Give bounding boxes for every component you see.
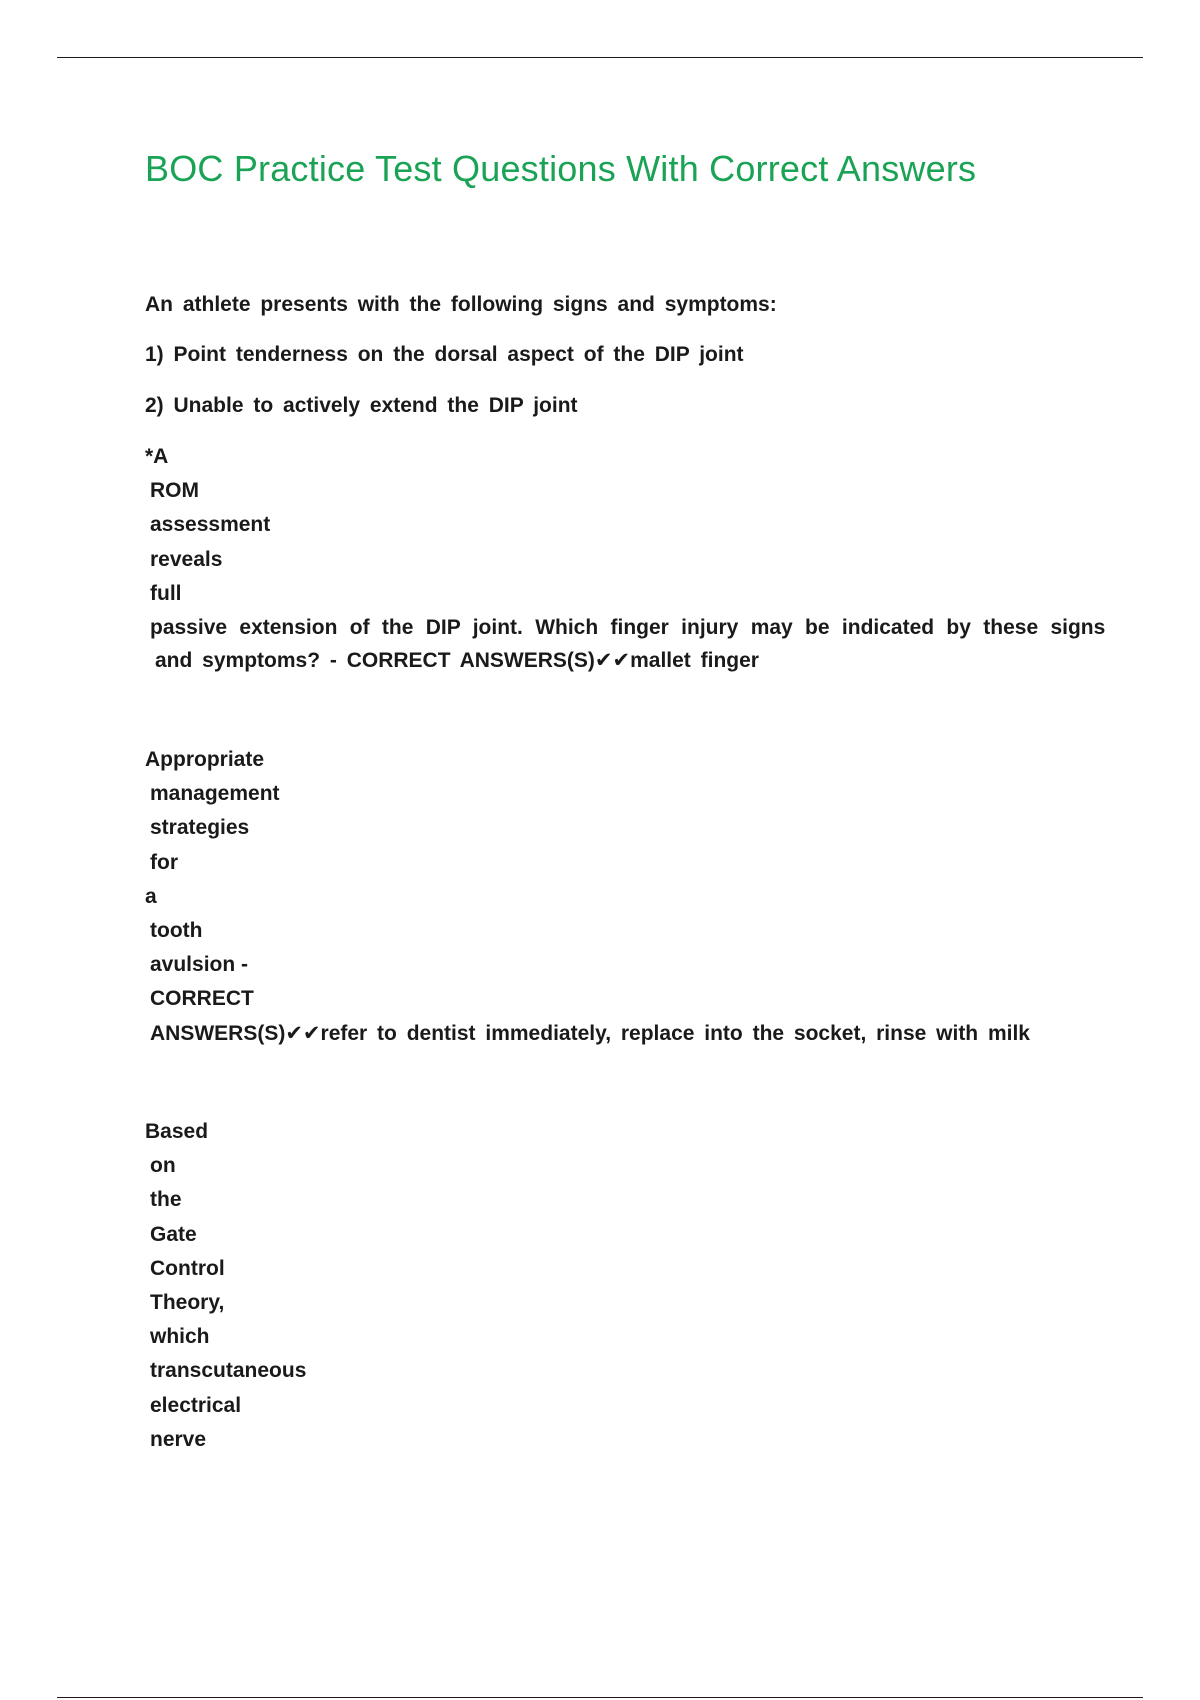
question1-answer-line: and symptoms? - CORRECT ANSWERS(S)✔✔mallet finger — [155, 649, 759, 672]
question3-word: nerve — [150, 1427, 207, 1451]
question2-word: avulsion - — [150, 953, 249, 977]
question2-word: CORRECT — [150, 987, 254, 1011]
question1-word: *A — [145, 445, 169, 468]
question1-symptom-2: 2) Unable to actively extend the DIP joint — [145, 394, 578, 417]
question1-word: full — [150, 581, 182, 605]
question1-symptom-1: 1) Point tenderness on the dorsal aspect of the DIP joint — [145, 343, 744, 366]
question2-word: tooth — [150, 918, 203, 942]
question1-word: ROM — [150, 479, 199, 503]
question3-word: transcutaneous — [150, 1359, 307, 1383]
question2-word: a — [145, 884, 157, 908]
footer-rule — [57, 1697, 1143, 1698]
question3-word: Based — [145, 1120, 209, 1143]
question3-word: on — [150, 1154, 176, 1178]
question2-word-stack — [145, 743, 1030, 1051]
question3-word: Theory, — [150, 1290, 225, 1314]
header-rule — [57, 57, 1143, 58]
question1-word: reveals — [150, 547, 223, 571]
question1-line-1: passive extension of the DIP joint. Which finger injury may be indicated by these signs — [150, 616, 1106, 639]
question2-answer-line: ANSWERS(S)✔✔refer to dentist immediately, replace into the socket, rinse with milk — [150, 1021, 1030, 1045]
question2-word: Appropriate — [145, 748, 265, 771]
question1-word: assessment — [150, 513, 271, 537]
question3-word: Gate — [150, 1222, 197, 1246]
question3-word-stack — [145, 1115, 306, 1457]
question2-word: strategies — [150, 816, 250, 840]
document-title: BOC Practice Test Questions With Correct Answers — [145, 148, 977, 189]
question3-word: the — [150, 1188, 182, 1212]
question1-tail — [150, 611, 1106, 677]
question2-word: for — [150, 850, 178, 874]
question3-word: Control — [150, 1256, 225, 1280]
question1-word-stack — [145, 440, 270, 611]
question3-word: electrical — [150, 1393, 242, 1417]
question3-word: which — [150, 1325, 210, 1349]
question2-word: management — [150, 782, 280, 806]
question1-intro: An athlete presents with the following signs and symptoms: — [145, 293, 777, 316]
